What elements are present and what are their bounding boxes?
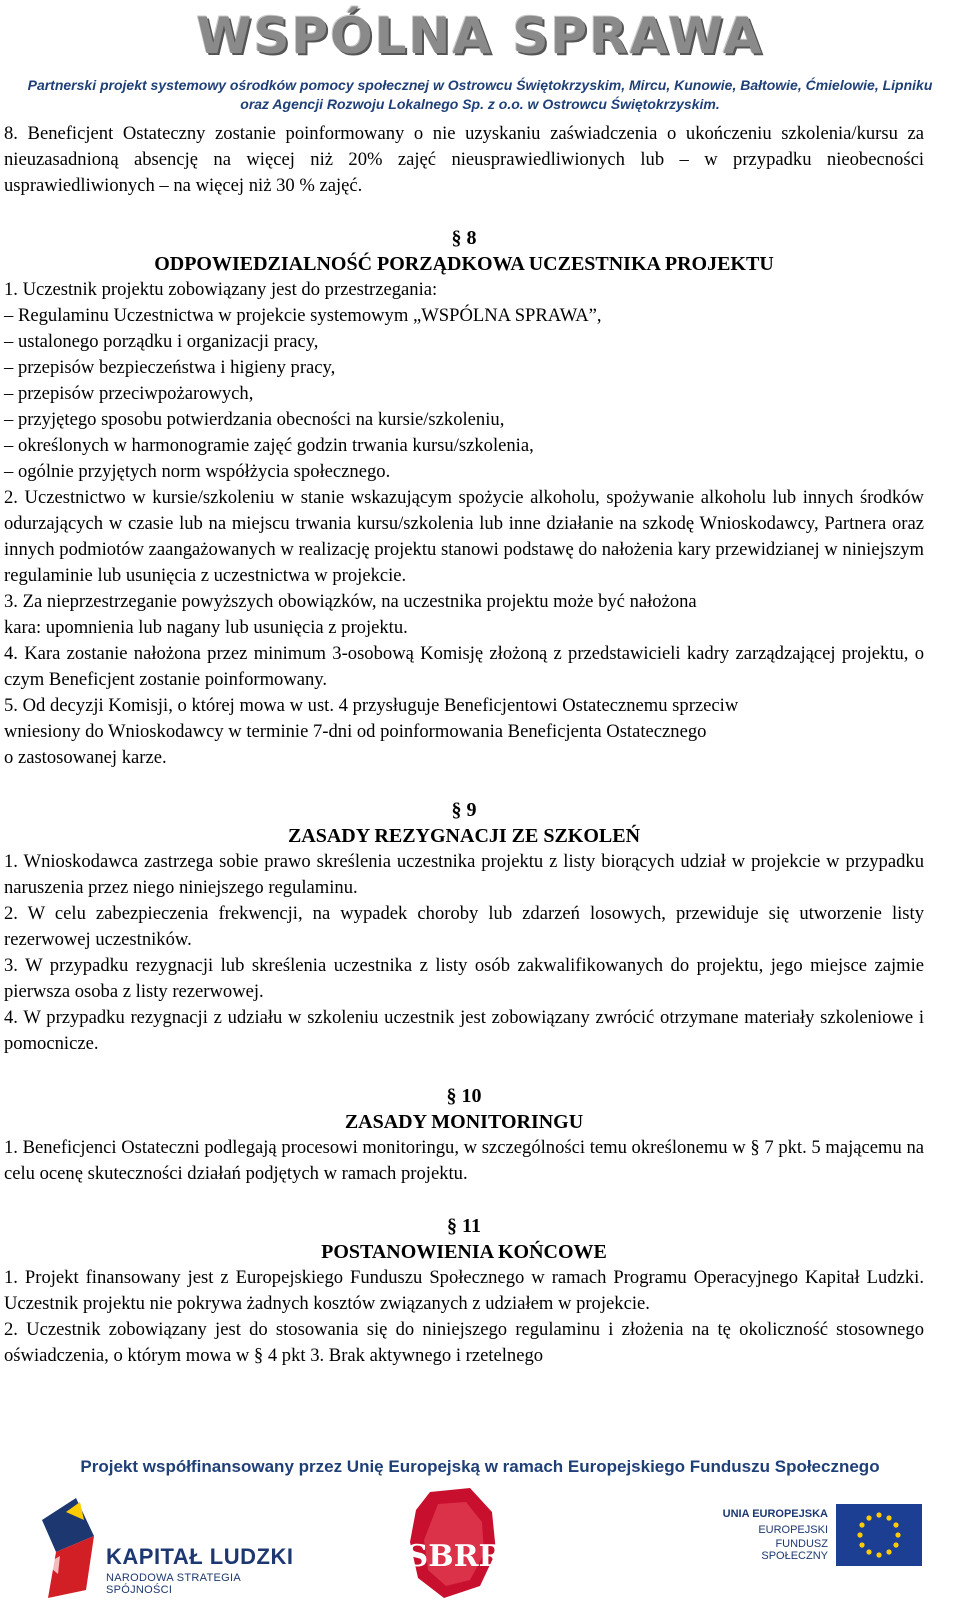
s8-paragraph-4: 4. Kara zostanie nałożona przez minimum 3-osobową Komisję złożoną z przedstawicieli kadry zarządzającej projektu, o czym Beneficjent zostanie poinformowany. <box>4 643 924 690</box>
s9-paragraph-3: 3. W przypadku rezygnacji lub skreślenia uczestnika z listy osób zakwalifikowanych do projektu, jego miejsce zajmie pierwsza osoba z listy rezerwowej. <box>4 955 924 1002</box>
sbrr-emblem-icon <box>400 1482 510 1608</box>
s8-list-item: – określonych w harmonogramie zajęć godzin trwania kursu/szkolenia, <box>4 435 534 456</box>
s8-list-item: – ogólnie przyjętych norm współżycia społecznego. <box>4 461 391 482</box>
sbrr-text: SBRR <box>406 1539 504 1574</box>
s8-paragraph-5a: 5. Od decyzji Komisji, o której mowa w ust. 4 przysługuje Beneficjentowi Ostatecznemu sprzeciw <box>4 695 739 716</box>
s9-paragraph-1: 1. Wnioskodawca zastrzega sobie prawo skreślenia uczestnika projektu z listy biorących udział w projekcie w przypadku naruszenia przez niego niniejszego regulaminu. <box>4 851 924 898</box>
partner-line-1: Partnerski projekt systemowy ośrodków pomocy społecznej w Ostrowcu Świętokrzyskim, Mircu, Kunowie, Bałtowie, Ćmielowie, Lipniku <box>27 77 933 93</box>
sbrr-logo <box>400 1482 510 1608</box>
spacer <box>4 1057 924 1083</box>
s8-list-item: – przyjętego sposobu potwierdzania obecności na kursie/szkoleniu, <box>4 409 505 430</box>
s9-paragraph-4: 4. W przypadku rezygnacji z udziału w szkoleniu uczestnik jest zobowiązany zwrócić otrzymane materiały szkoleniowe i pomocnicze. <box>4 1007 924 1054</box>
spacer <box>4 1187 924 1213</box>
s8-paragraph-3b: kara: upomnienia lub nagany lub usunięcia z projektu. <box>4 617 408 638</box>
s8-paragraph-1: 1. Uczestnik projektu zobowiązany jest do przestrzegania: <box>4 279 438 300</box>
spacer <box>4 771 924 797</box>
eu-label-1: UNIA EUROPEJSKA <box>722 1508 828 1520</box>
kapital-ludzki-title: KAPITAŁ LUDZKI <box>106 1544 294 1569</box>
kapital-ludzki-emblem-icon <box>36 1490 106 1610</box>
eu-flag-icon <box>836 1504 922 1566</box>
s9-paragraph-2: 2. W celu zabezpieczenia frekwencji, na wypadek choroby lub zdarzeń losowych, przewiduje się utworzenie listy rezerwowej uczestników. <box>4 903 924 950</box>
partner-line-2: oraz Agencji Rozwoju Lokalnego Sp. z o.o. w Ostrowcu Świętokrzyskim. <box>240 96 720 112</box>
section-title-8: ODPOWIEDZIALNOŚĆ PORZĄDKOWA UCZESTNIKA PROJEKTU <box>154 253 774 275</box>
s8-list-item: – Regulaminu Uczestnictwa w projekcie systemowym „WSPÓLNA SPRAWA”, <box>4 305 602 326</box>
s10-paragraph-1: 1. Beneficjenci Ostateczni podlegają procesowi monitoringu, w szczególności temu określonemu w § 7 pkt. 5 mającemu na celu ocenę skuteczności działań podjętych w ramach projektu. <box>4 1137 924 1184</box>
s8-list-item: – przepisów przeciwpożarowych, <box>4 383 254 404</box>
eu-label-2: EUROPEJSKI <box>758 1524 828 1536</box>
s11-paragraph-1: 1. Projekt finansowany jest z Europejskiego Funduszu Społecznego w ramach Programu Operacyjnego Kapitał Ludzki. Uczestnik projektu nie pokrywa żadnych kosztów związanych z udziałem w projekcie. <box>4 1267 924 1314</box>
s8-paragraph-3a: 3. Za nieprzestrzeganie powyższych obowiązków, na uczestnika projektu może być nałożona <box>4 591 697 612</box>
cofinance-note: Projekt współfinansowany przez Unię Europejską w ramach Europejskiego Funduszu Społecznego <box>80 1457 880 1476</box>
spacer <box>4 199 924 225</box>
s8-paragraph-5c: o zastosowanej karze. <box>4 747 167 768</box>
s8-list-item: – ustalonego porządku i organizacji pracy, <box>4 331 319 352</box>
kapital-ludzki-logo <box>36 1490 296 1610</box>
document-body <box>4 121 924 1369</box>
section-number-9: § 9 <box>451 799 477 821</box>
eu-efs-logo <box>712 1500 922 1590</box>
section-number-10: § 10 <box>446 1085 482 1107</box>
kapital-ludzki-subtitle: NARODOWA STRATEGIA SPÓJNOŚCI <box>106 1572 241 1596</box>
s8-paragraph-2: 2. Uczestnictwo w kursie/szkoleniu w stanie wskazującym spożycie alkoholu, spożywanie alkoholu lub innych środków odurzających w czasie lub na miejscu trwania kursu/szkolenia lub inne działanie na szkodę Wnioskodawcy, Partnera oraz innych podmiotów zaangażowanych w realizację projektu stanowi podstawę do nałożenia kary przewidzianej w niniejszym regulaminie lub usunięcia z uczestnictwa w projekcie. <box>4 487 924 586</box>
page-footer <box>0 1456 960 1622</box>
s8-list-item: – przepisów bezpieczeństwa i higieny pracy, <box>4 357 336 378</box>
section-number-8: § 8 <box>451 227 477 249</box>
page-header <box>0 0 960 118</box>
paragraph-8: 8. Beneficjent Ostateczny zostanie poinformowany o nie uzyskaniu zaświadczenia o ukończeniu szkolenia/kursu za nieuzasadnioną absencję na więcej niż 20% zajęć nieusprawiedliwionych lub – w przypadku nieobecności usprawiedliwionych – na więcej niż 30 % zajęć. <box>4 123 924 196</box>
s11-paragraph-2: 2. Uczestnik zobowiązany jest do stosowania się do niniejszego regulaminu i złożenia na tę okoliczność stosownego oświadczenia, o którym mowa w § 4 pkt 3. Brak aktywnego i rzetelnego <box>4 1319 924 1366</box>
section-title-9: ZASADY REZYGNACJI ZE SZKOLEŃ <box>287 825 641 847</box>
s8-paragraph-5b: wniesiony do Wnioskodawcy w terminie 7-dni od poinformowania Beneficjenta Ostatecznego <box>4 721 707 742</box>
eu-label-3: FUNDUSZ SPOŁECZNY <box>761 1538 828 1562</box>
section-title-11: POSTANOWIENIA KOŃCOWE <box>321 1241 607 1263</box>
project-brand-logo: WSPÓLNA SPRAWA <box>196 7 764 65</box>
section-number-11: § 11 <box>447 1215 481 1237</box>
section-title-10: ZASADY MONITORINGU <box>344 1111 584 1133</box>
